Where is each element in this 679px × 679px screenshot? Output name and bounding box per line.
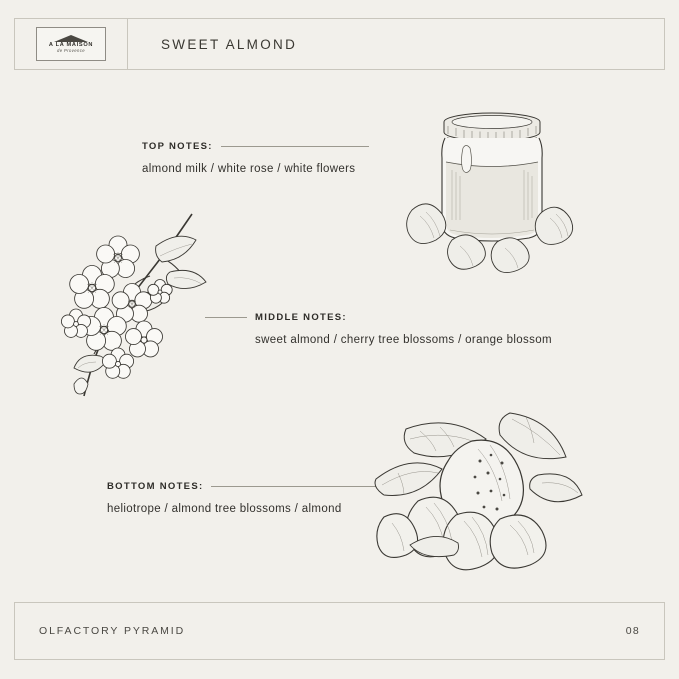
middle-notes-body: sweet almond / cherry tree blossoms / orange blossom [255,334,552,346]
page-footer [14,602,665,660]
middle-notes-block [205,312,552,346]
page-title-cell [128,19,664,69]
bottom-notes-heading [107,481,386,492]
bottom-notes-body: heliotrope / almond tree blossoms / almond [107,503,342,515]
divider-line [221,146,369,147]
middle-notes-heading [205,312,552,323]
bottom-notes-block [107,481,386,515]
brand-subtitle: de Provence [57,48,85,54]
middle-notes-title: MIDDLE NOTES: [255,312,347,323]
almond-milk-jar-icon [392,100,592,280]
top-notes-block [142,141,369,175]
house-roof-icon [54,35,88,42]
footer-label: OLFACTORY PYRAMID [39,625,186,637]
page-title: SWEET ALMOND [161,36,298,52]
top-notes-heading [142,141,369,152]
top-notes-title: TOP NOTES: [142,141,213,152]
brand-logo [36,27,106,61]
brand-name: A LA MAISON [48,41,94,48]
cherry-blossom-branch-icon [52,206,222,406]
brand-logo-cell [15,19,128,69]
top-notes-body: almond milk / white rose / white flowers [142,163,356,175]
page-header [14,18,665,70]
bottom-notes-title: BOTTOM NOTES: [107,481,204,492]
page-number: 08 [625,625,640,637]
almond-nuts-leaves-icon [360,405,590,575]
